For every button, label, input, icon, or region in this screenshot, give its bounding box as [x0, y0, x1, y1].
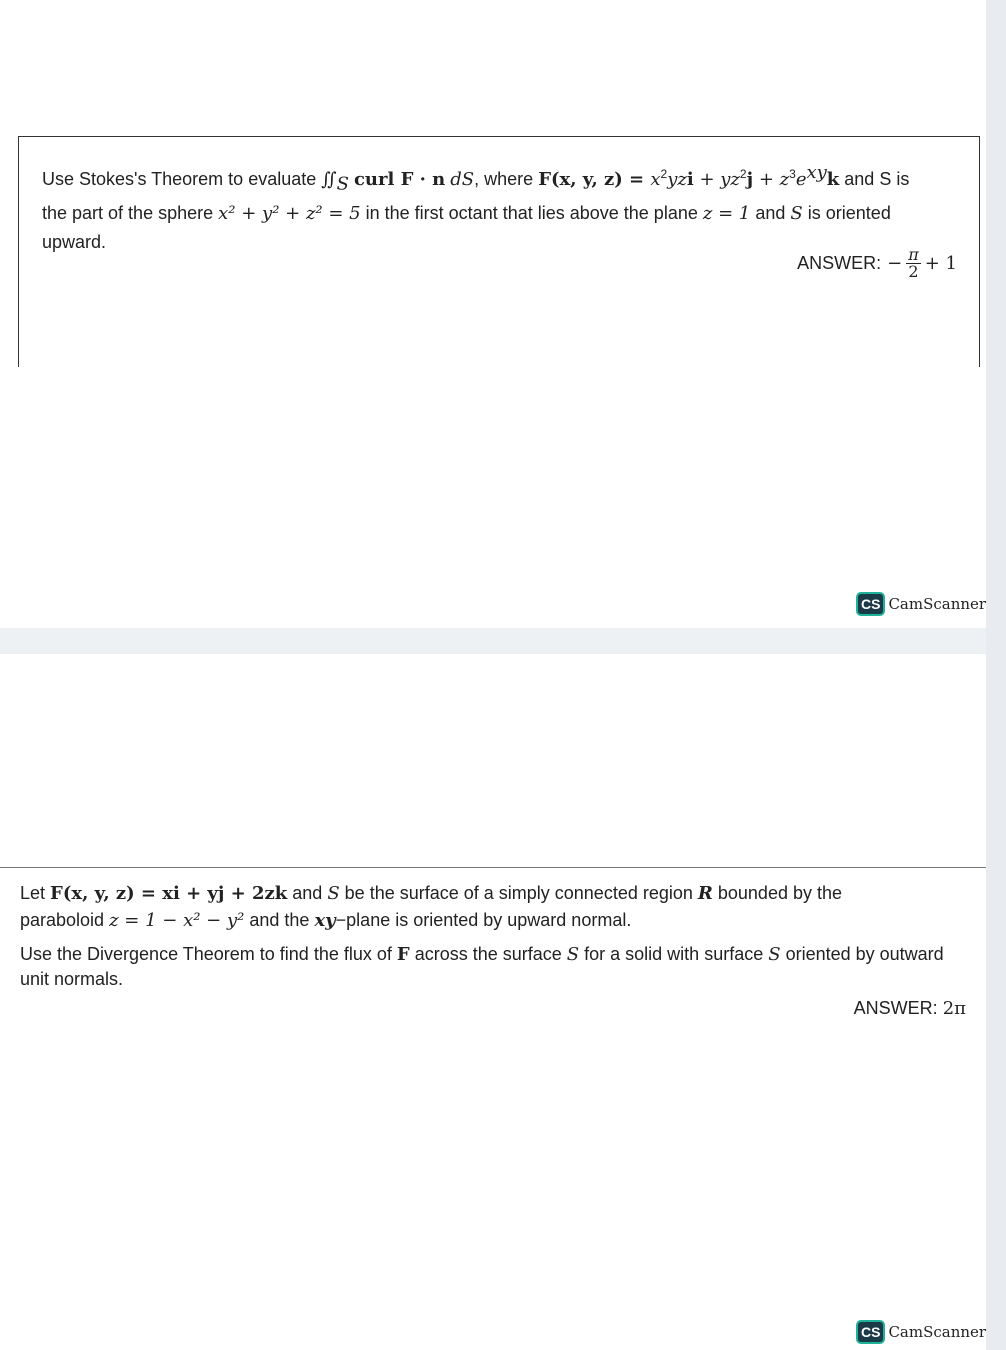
problem-1-text: Use Stokes's Theorem to evaluate $∬_S$ curl F · n dS, where F(x, y, $z) = x^2yzi + yz^2j + z^3e^{xy}k$ and S is the part of the sphere x² + y² + z² = 5 in the first octant that lies above the plane z = 1 and S is oriented upward. — [42, 162, 910, 252]
problem-1-answer: ANSWER: − $\frac{\pi}{2}$ + 1 — [797, 245, 957, 281]
scrollbar[interactable] — [986, 0, 1006, 1350]
problem-2-question: Use the Divergence Theorem to find the flux of F across the surface S for a solid with surface S oriented by outward unit normals. — [20, 944, 944, 989]
problem-2-answer: ANSWER: 2π — [853, 998, 966, 1019]
problem-2-statement: Let F(x, y, z) = xi + yj + 2zk and S be the surface of a simply connected region R bounded by the paraboloid z = 1 − x² − y² and the xy−plane is oriented by upward normal. — [20, 883, 843, 931]
divider-line — [0, 867, 986, 868]
scanned-page-1 — [0, 0, 986, 628]
camscanner-logo-icon: CS — [856, 592, 885, 616]
problem-1-box — [18, 136, 980, 367]
scanned-page-2 — [0, 654, 986, 1350]
answer-fraction: $\frac{\pi}{2}$ — [908, 245, 919, 281]
camscanner-watermark-2: CS CamScanner — [856, 1320, 986, 1344]
camscanner-logo-icon: CS — [856, 1320, 885, 1344]
camscanner-watermark: CS CamScanner — [856, 592, 986, 616]
